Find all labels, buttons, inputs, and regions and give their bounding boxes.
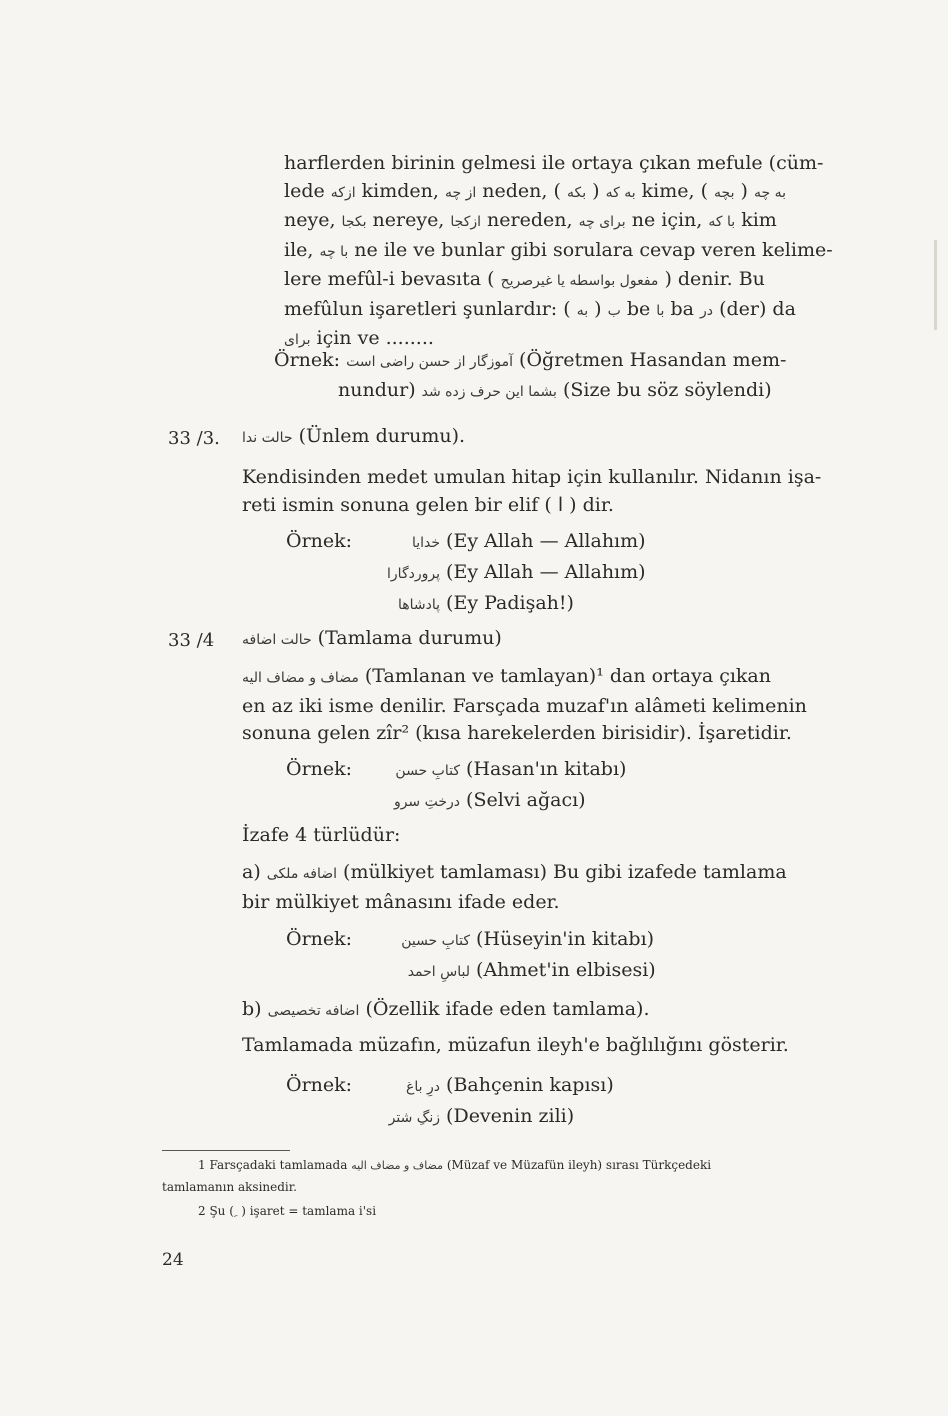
- example-row: [360, 789, 586, 811]
- text: nundur): [338, 378, 422, 401]
- example-row: [360, 758, 626, 780]
- text: ): [586, 179, 606, 202]
- body-line: bir mülkiyet mânasını ifade eder.: [242, 890, 560, 913]
- intro-line-5: [284, 266, 844, 296]
- arabic-text: ازکجا: [450, 214, 482, 230]
- arabic-text: ازکه: [330, 184, 356, 201]
- text: neye,: [284, 209, 342, 231]
- text: (Öğretmen Hasandan mem-: [513, 349, 787, 371]
- text: (mülkiyet tamlaması) Bu gibi izafede tamlama: [337, 861, 787, 883]
- example-row: [360, 928, 654, 950]
- section-title: (Ünlem durumu).: [292, 425, 466, 447]
- text: b): [242, 998, 268, 1020]
- intro-paragraph: [284, 150, 844, 355]
- arabic-text: در: [700, 302, 714, 319]
- text: kimden,: [355, 179, 445, 202]
- translation: (Ey Padişah!): [446, 592, 574, 614]
- translation: (Ey Allah — Allahım): [446, 561, 646, 583]
- arabic-text: کتابِ حسن: [395, 763, 460, 779]
- text: ) denir. Bu: [658, 268, 765, 290]
- example-label: Örnek:: [286, 758, 353, 780]
- example-row: [360, 592, 574, 614]
- arabic-text: با که: [708, 214, 736, 230]
- text: harflerden birinin gelmesi ile ortaya çıkan mefule (cüm-: [284, 152, 824, 174]
- arabic-text: حالت ندا: [242, 430, 293, 446]
- arabic-text: بشما این حرف زده شد: [421, 383, 557, 400]
- example-label: Örnek:: [274, 349, 341, 371]
- translation: (Bahçenin kapısı): [446, 1074, 614, 1096]
- text: ne için,: [625, 209, 709, 231]
- translation: (Selvi ağacı): [466, 789, 586, 811]
- arabic-text: ب: [607, 302, 621, 319]
- arabic-text: اضافه ملکی: [266, 866, 338, 882]
- arabic-text: به: [576, 302, 589, 319]
- arabic-text: بچه: [714, 184, 735, 201]
- arabic-text: درِ باغ: [406, 1079, 440, 1095]
- translation: (Devenin zili): [446, 1105, 575, 1127]
- arabic-text: درختِ سرو: [393, 794, 460, 810]
- body-line: Tamlamada müzafın, müzafun ileyh'e bağlılığını gösterir.: [242, 1033, 789, 1056]
- text: ba: [664, 297, 701, 320]
- footnote-1: [198, 1154, 711, 1177]
- body-line: reti ismin sonuna gelen bir elif ( ا ) dir.: [242, 493, 614, 516]
- body-line: Kendisinden medet umulan hitap için kullanılır. Nidanın işa-: [242, 466, 822, 488]
- arabic-text: آموزگار از حسن راضی است: [346, 354, 514, 370]
- intro-line-4: [284, 237, 844, 267]
- text: nereye,: [366, 209, 451, 231]
- text: kime, (: [635, 179, 715, 202]
- text: (Tamlanan ve tamlayan)¹ dan ortaya çıkan: [358, 665, 771, 687]
- text: ne ile ve bunlar gibi sorulara cevap veren kelime-: [348, 238, 833, 261]
- types-intro: İzafe 4 türlüdür:: [242, 824, 401, 846]
- example-row: [360, 561, 646, 583]
- arabic-text: با چه: [319, 243, 349, 260]
- arabic-text: پادشاها: [397, 597, 440, 613]
- intro-example: [274, 347, 834, 406]
- section-heading: [242, 627, 502, 649]
- type-b: [242, 996, 842, 1059]
- body-line: sonuna gelen zîr² (kısa harekelerden birisidir). İşaretidir.: [242, 722, 792, 744]
- page-number: 24: [162, 1250, 184, 1270]
- text: lede: [284, 179, 331, 202]
- body-line: en az iki isme denilir. Farsçada muzaf'ın alâmeti kelimenin: [242, 694, 807, 717]
- intro-line-3: [284, 207, 844, 237]
- text: için ve ........: [310, 327, 434, 349]
- text: be: [620, 297, 657, 320]
- arabic-text: خدایا: [411, 535, 440, 551]
- arabic-text: مضاف و مضاف الیه: [351, 1159, 443, 1172]
- section-heading: [242, 425, 465, 447]
- footnote-2: 2 Şu ( ِ ) işaret = tamlama i'si: [198, 1204, 377, 1218]
- example-row: [360, 959, 656, 981]
- arabic-text: برای: [284, 332, 311, 348]
- intro-line-6: [284, 296, 844, 326]
- text: neden, (: [476, 179, 567, 202]
- translation: (Ahmet'in elbisesi): [476, 959, 656, 981]
- arabic-text: مضاف و مضاف الیه: [242, 670, 359, 686]
- section-number: 33 /3.: [168, 428, 220, 449]
- arabic-text: کتابِ حسین: [401, 933, 470, 949]
- arabic-text: با: [656, 302, 665, 319]
- arabic-text: بکه: [566, 184, 587, 201]
- example-label: Örnek:: [286, 530, 353, 552]
- translation: (Hasan'ın kitabı): [466, 758, 627, 780]
- arabic-text: به که: [605, 184, 636, 201]
- text: a): [242, 861, 267, 883]
- example-row: [360, 530, 646, 552]
- section-number: 33 /4: [168, 630, 215, 651]
- text: lere mefûl-i bevasıta (: [284, 268, 501, 290]
- arabic-text: لباسِ احمد: [407, 964, 470, 980]
- footnote-1-cont: tamlamanın aksinedir.: [162, 1180, 297, 1194]
- text: ile,: [284, 238, 320, 261]
- arabic-text: از چه: [444, 184, 477, 201]
- text: kim: [735, 209, 777, 231]
- translation: (Hüseyin'in kitabı): [476, 928, 655, 950]
- text: (Size bu söz söylendi): [556, 378, 772, 401]
- example-label: Örnek:: [286, 1074, 353, 1096]
- arabic-text: حالت اضافه: [242, 632, 312, 648]
- text: mefûlun işaretleri şunlardır: (: [284, 297, 577, 320]
- footnote-divider: [162, 1150, 290, 1151]
- section-body: [242, 663, 842, 748]
- section-body: [242, 464, 842, 519]
- text: (Özellik ifade eden tamlama).: [359, 998, 650, 1020]
- section-title: (Tamlama durumu): [311, 627, 502, 649]
- arabic-text: پروردگارا: [387, 566, 440, 582]
- intro-line-2: [284, 178, 844, 208]
- intro-line-1: [284, 150, 844, 178]
- type-a: [242, 859, 842, 916]
- text: 1 Farsçadaki tamlamada: [198, 1158, 352, 1172]
- text: nereden,: [481, 209, 579, 231]
- example-label: Örnek:: [286, 928, 353, 950]
- arabic-text: مفعول بواسطه یا غیرصریح: [500, 273, 659, 289]
- arabic-text: برای چه: [578, 214, 626, 230]
- body-line: [242, 663, 842, 693]
- arabic-text: بکجا: [341, 214, 367, 230]
- arabic-text: به چه: [754, 184, 787, 201]
- arabic-text: زنگِ شتر: [388, 1110, 440, 1126]
- text: (der) da: [713, 297, 796, 320]
- text: ): [734, 179, 754, 202]
- arabic-text: اضافه تخصیصی: [267, 1003, 360, 1019]
- page-edge-mark: [934, 240, 937, 330]
- example-row: [350, 1074, 614, 1096]
- text: ): [588, 297, 608, 320]
- translation: (Ey Allah — Allahım): [446, 530, 646, 552]
- example-row: [350, 1105, 574, 1127]
- text: (Müzaf ve Müzafün ileyh) sırası Türkçedeki: [443, 1158, 712, 1172]
